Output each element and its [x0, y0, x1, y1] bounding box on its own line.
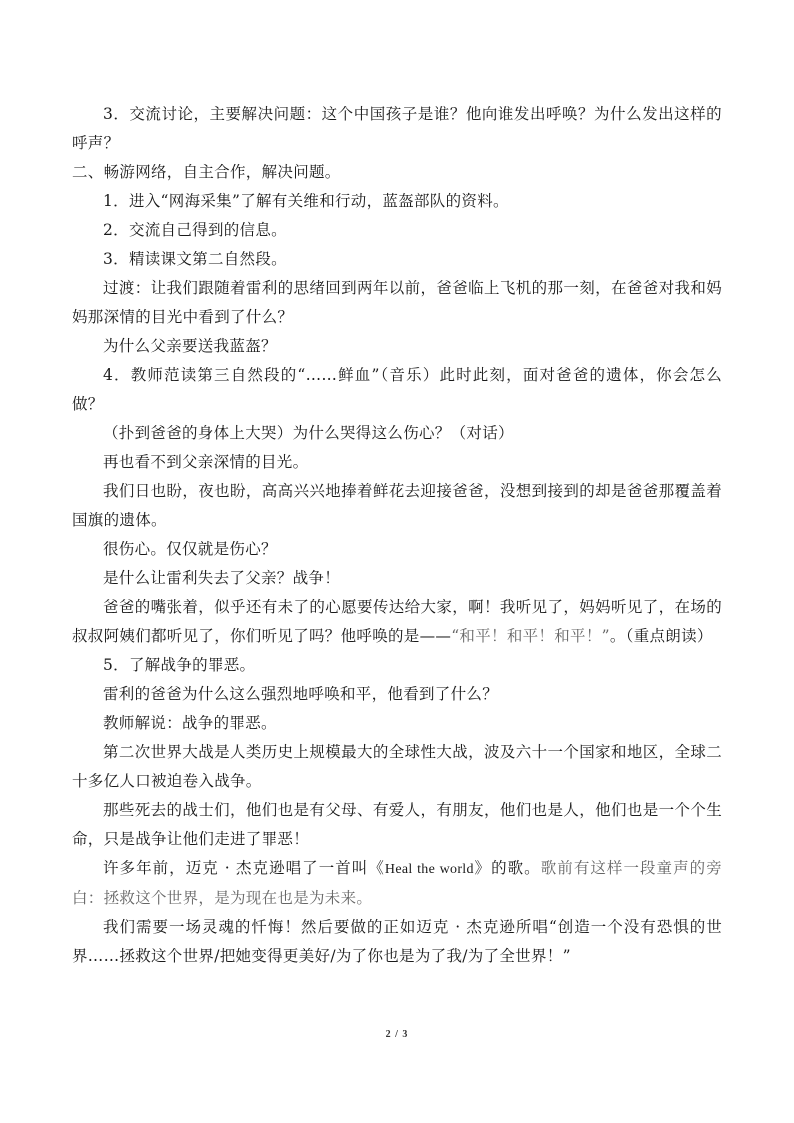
heal-narration: 歌前有这样一段童声的旁白：拯救这个世界，是为现在也是为未来。: [72, 859, 722, 907]
question-blue-helmet: 为什么父亲要送我蓝盔？: [103, 337, 277, 355]
heal-intro-text: 许多年前，迈克 · 杰克逊唱了一首叫《: [103, 859, 385, 877]
document-body: [72, 100, 722, 971]
step-2-paragraph: 2．交流自己得到的信息。: [103, 221, 287, 239]
teacher-explanation-paragraph: 教师解说：战争的罪恶。: [103, 714, 277, 732]
soldiers-paragraph: 那些死去的战士们，他们也是有父母、有爱人，有朋友，他们也是人，他们也是一个个生命，只是战争让他们走进了罪恶！: [72, 801, 722, 848]
step-1-paragraph: 1．进入“网海采集”了解有关维和行动，蓝盔部队的资料。: [103, 192, 509, 210]
section-heading-2: 二、畅游网络，自主合作，解决问题。: [72, 163, 341, 181]
question-peace-paragraph: 雷利的爸爸为什么这么强烈地呼唤和平，他看到了什么？: [103, 685, 499, 703]
step-5-paragraph: 5．了解战争的罪恶。: [103, 656, 256, 674]
peace-call-text: 爸爸的嘴张着，似乎还有未了的心愿要传达给大家，啊！我听见了，妈妈听见了，在场的叔叔阿姨们都听见了，你们听见了吗？他呼唤的是——: [72, 598, 722, 645]
ww2-paragraph: 第二次世界大战是人类历史上规模最大的全球性大战，波及六十一个国家和地区，全球二十多亿人口被迫卷入战争。: [72, 743, 722, 790]
peace-quote: “和平！和平！和平！”: [451, 627, 610, 645]
answer-paragraph-2: 我们日也盼，夜也盼，高高兴兴地捧着鲜花去迎接爸爸，没想到接到的却是爸爸那覆盖着国旗的遗体。: [72, 482, 722, 529]
crying-dialogue-paragraph: （扑到爸爸的身体上大哭）为什么哭得这么伤心？（对话）: [103, 424, 514, 442]
page-number: 2 / 3: [385, 1029, 409, 1040]
step-4-paragraph: 4．教师范读第三自然段的“……鲜血”（音乐）此时此刻，面对爸爸的遗体，你会怎么做？: [72, 366, 722, 413]
heal-song-suffix: 》的歌。: [473, 859, 541, 877]
peace-call-paragraph: [72, 593, 722, 651]
heal-the-world-paragraph: [72, 854, 722, 913]
peace-call-note: 。（重点朗读）: [609, 627, 713, 645]
song-title: Heal the world: [384, 862, 474, 877]
step-3-paragraph: 3．精读课文第二自然段。: [103, 250, 287, 268]
transition-paragraph: 过渡：让我们跟随着雷利的思绪回到两年以前，爸爸临上飞机的那一刻，在爸爸对我和妈妈那深情的目光中看到了什么？: [72, 279, 722, 326]
repentance-paragraph: 我们需要一场灵魂的忏悔！然后要做的正如迈克 · 杰克逊所唱“创造一个没有恐惧的世界……拯救这个世界/把她变得更美好/为了你也是为了我/为了全世界！”: [72, 918, 722, 965]
answer-paragraph-4: 是什么让雷利失去了父亲？战争！: [103, 569, 341, 587]
paragraph-discussion-question: 3．交流讨论，主要解决问题：这个中国孩子是谁？他向谁发出呼唤？为什么发出这样的呼声？: [72, 105, 722, 152]
answer-paragraph-3: 很伤心。仅仅就是伤心？: [103, 540, 277, 558]
answer-paragraph-1: 再也看不到父亲深情的目光。: [103, 453, 309, 471]
